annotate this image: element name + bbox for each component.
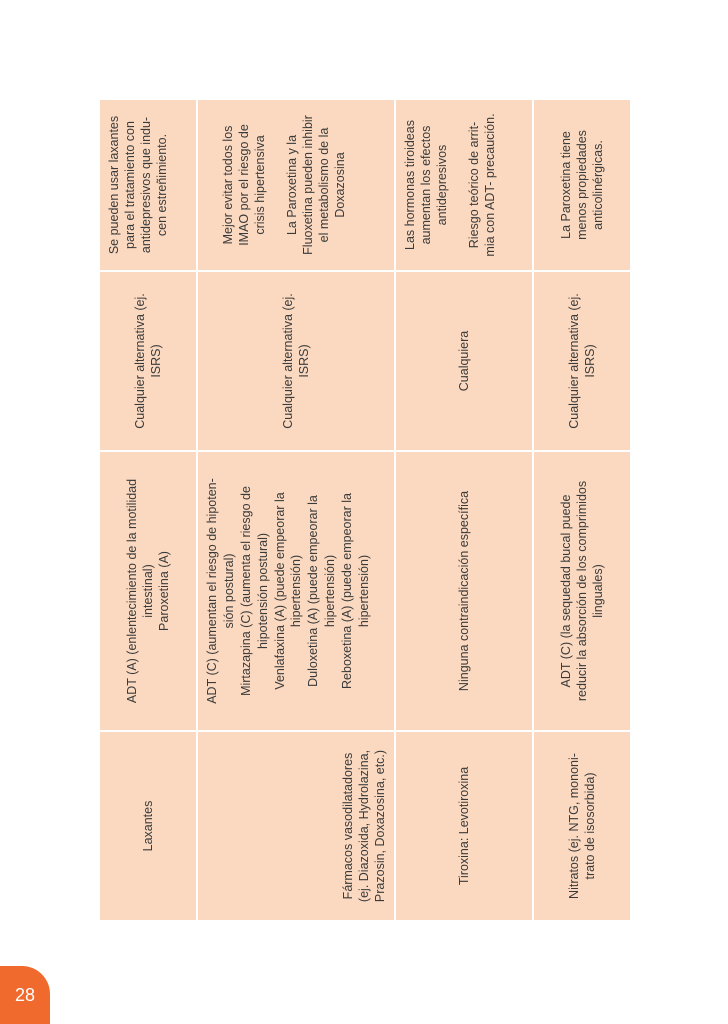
cell-line: ISRS): [297, 344, 311, 378]
cell-line: antidepresivos que indu-: [139, 116, 153, 254]
alternative-cell: [534, 270, 630, 450]
cell-line: hipertensión): [289, 554, 304, 628]
comment-cell: [396, 100, 532, 270]
cell-line: ISRS): [583, 344, 597, 378]
cell-line: Riesgo teórico de arrit-: [467, 121, 481, 249]
comment-cell: [100, 100, 196, 270]
cell-line: Duloxetina (A) (puede empeorar la: [306, 495, 321, 687]
cell-line: ISRS): [149, 344, 163, 378]
page-number-tab: [0, 966, 50, 1024]
cell-line: Paroxetina (A): [157, 551, 171, 631]
cell-line: menos propiedades: [575, 130, 589, 240]
alternative-cell: [100, 270, 196, 450]
cell-line: anticolinérgicas.: [591, 140, 605, 230]
cell-line: aumentan los efectos: [419, 125, 433, 245]
cell-line: Cualquier alternativa (ej.: [133, 293, 147, 429]
cell-line: La Paroxetina y la: [285, 134, 299, 236]
antidepressant-risk-cell: [534, 450, 630, 730]
cell-line: Nitratos (ej. NTG, mononi-: [567, 753, 581, 899]
cell-line: Mejor evitar todos los: [221, 125, 235, 245]
alternative-cell: [198, 270, 394, 450]
table-row: [396, 100, 534, 920]
cell-line: hipertensión): [356, 554, 371, 628]
drug-class-cell: [396, 730, 532, 920]
cell-line: sión postural): [221, 553, 236, 629]
cell-line: ADT (A) (enlentecimiento de la motilidad: [125, 478, 139, 704]
cell-line: para el tratamiento con: [123, 121, 137, 249]
table-row: [534, 100, 630, 920]
cell-line: ADT (C) (la sequedad bucal puede: [559, 494, 573, 688]
cell-line: reducir la absorción de los comprimidos: [575, 480, 589, 702]
cell-line: Fármacos vasodilatadores: [341, 752, 355, 900]
cell-line: ADT (C) (aumentan el riesgo de hipoten-: [205, 478, 219, 704]
cell-line: Venlafaxina (A) (puede empeorar la: [272, 492, 287, 690]
cell-line: Prazosin, Doxazosina, etc.): [373, 749, 387, 903]
cell-line: Cualquiera: [457, 330, 471, 392]
paragraph-gap: [268, 108, 284, 262]
drug-interaction-table: [100, 100, 630, 920]
cell-line: Tiroxina: Levotiroxina: [457, 766, 471, 886]
cell-line: Se pueden usar laxantes: [107, 115, 121, 255]
antidepressant-risk-cell: [198, 450, 394, 730]
cell-line: (ej. Diazoxida, Hydrolazina,: [357, 749, 371, 903]
cell-line: hipertensión): [323, 554, 338, 628]
cell-line: Ninguna contraindicación específica: [457, 490, 471, 692]
alternative-cell: [396, 270, 532, 450]
table-row: [198, 100, 396, 920]
cell-line: el metabolismo de la: [317, 127, 331, 243]
cell-line: hipotensión postural): [255, 532, 270, 650]
cell-line: antidepresivos: [435, 144, 449, 226]
drug-class-cell: [534, 730, 630, 920]
cell-line: Laxantes: [141, 800, 155, 852]
cell-line: Cualquier alternativa (ej.: [567, 293, 581, 429]
cell-line: Las hormonas tiroideas: [403, 120, 417, 250]
antidepressant-risk-cell: [396, 450, 532, 730]
drug-class-cell: [100, 730, 196, 920]
cell-line: Reboxetina (A) (puede empeorar la: [340, 493, 354, 689]
comment-cell: [534, 100, 630, 270]
cell-line: crisis hipertensiva: [253, 135, 267, 235]
cell-line: mia con ADT- precaución.: [483, 113, 497, 257]
cell-line: Mirtazapina (C) (aumenta el riesgo de: [238, 486, 253, 696]
comment-cell: [198, 100, 394, 270]
rotated-table-wrapper: [100, 100, 630, 920]
paragraph-gap: [450, 108, 466, 262]
antidepressant-risk-cell: [100, 450, 196, 730]
cell-line: Doxazosina: [333, 152, 347, 218]
cell-line: La Paroxetina tiene: [559, 131, 573, 239]
cell-line: cen estreñimiento.: [155, 133, 169, 237]
cell-line: IMAO por el riesgo de: [237, 124, 251, 246]
cell-line: trato de isosorbida): [583, 772, 597, 880]
cell-line: intestinal): [141, 564, 155, 618]
page-number: 28: [14, 984, 36, 1005]
table-row: [100, 100, 198, 920]
drug-class-cell: [198, 730, 394, 920]
cell-line: Fluoxetina pueden inhibir: [301, 115, 315, 255]
cell-line: Cualquier alternativa (ej.: [281, 293, 295, 429]
cell-line: linguales): [591, 564, 605, 618]
